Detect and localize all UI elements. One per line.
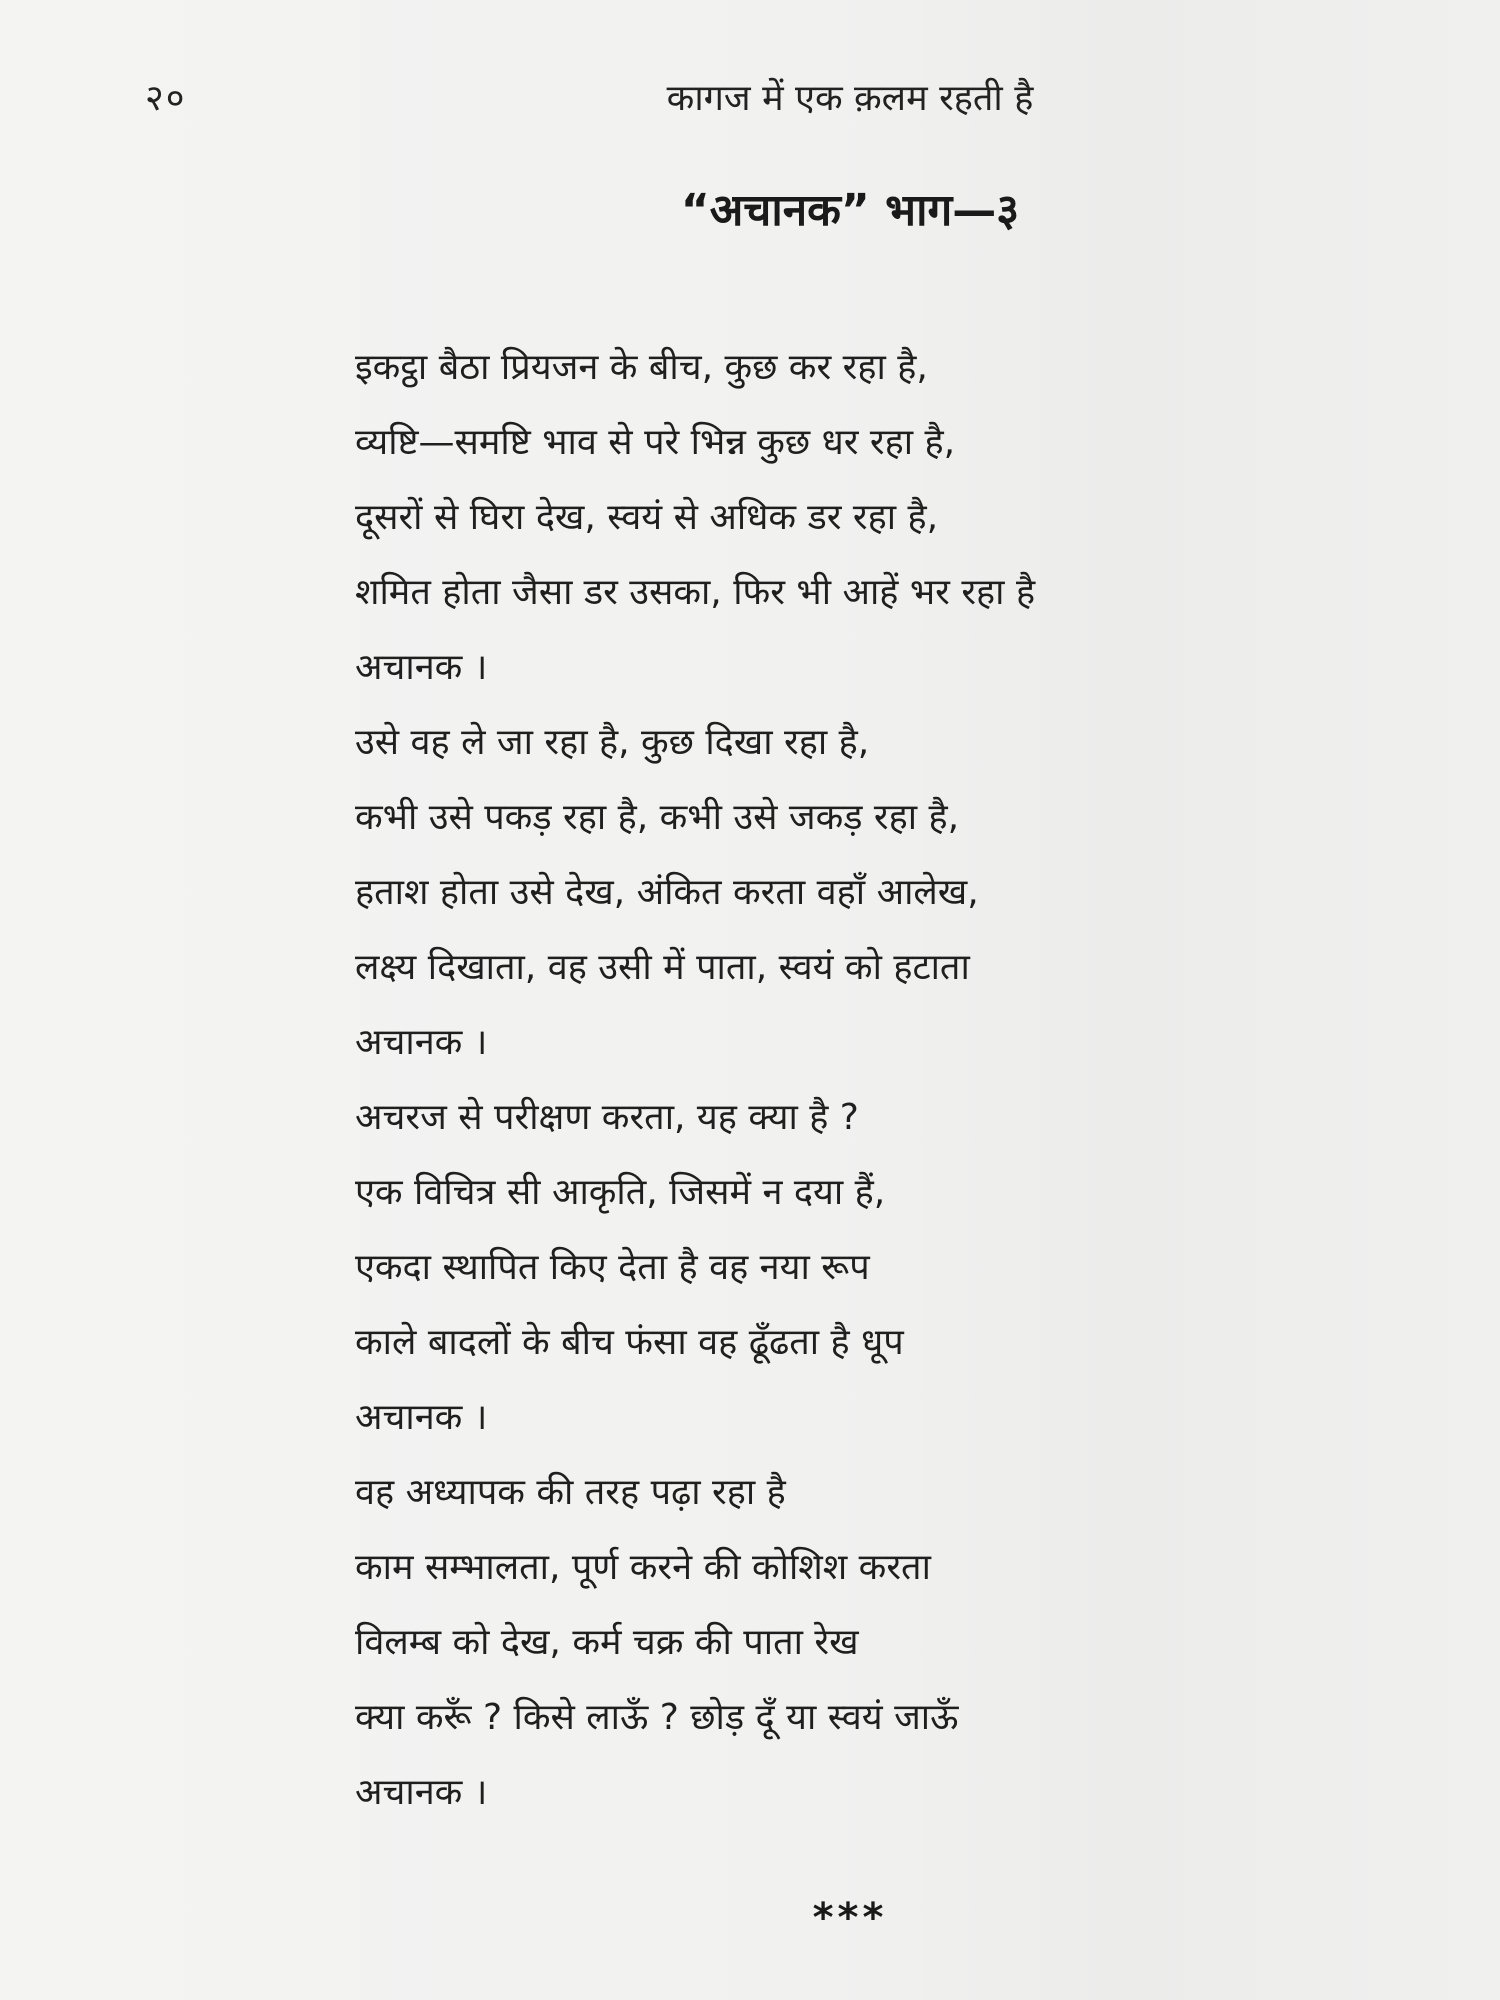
poem-body xyxy=(355,330,1355,1830)
poem-refrain: अचानक । xyxy=(355,1022,488,1063)
poem-title: “अचानक” भाग—३ xyxy=(680,185,1020,236)
poem-line: क्या करूँ ? किसे लाऊँ ? छोड़ दूँ या स्वयं जाऊँ xyxy=(355,1697,959,1738)
poem-line: लक्ष्य दिखाता, वह उसी में पाता, स्वयं को हटाता xyxy=(355,947,970,988)
poem-line: विलम्ब को देख, कर्म चक्र की पाता रेख xyxy=(355,1622,859,1663)
poem-line: काम सम्भालता, पूर्ण करने की कोशिश करता xyxy=(355,1547,931,1588)
poem-refrain: अचानक । xyxy=(355,1772,488,1813)
poem-refrain: अचानक । xyxy=(355,647,488,688)
poem-refrain: अचानक । xyxy=(355,1397,488,1438)
running-title: कागज में एक क़लम रहती है xyxy=(666,78,1034,119)
poem-line: एक विचित्र सी आकृति, जिसमें न दया हैं, xyxy=(355,1172,886,1213)
poem-line: इकट्ठा बैठा प्रियजन के बीच, कुछ कर रहा है, xyxy=(355,347,928,388)
poem-line: उसे वह ले जा रहा है, कुछ दिखा रहा है, xyxy=(355,722,870,763)
poem-line: हताश होता उसे देख, अंकित करता वहाँ आलेख, xyxy=(355,872,979,913)
poem-line: वह अध्यापक की तरह पढ़ा रहा है xyxy=(355,1472,786,1513)
poem-line: काले बादलों के बीच फंसा वह ढूँढता है धूप xyxy=(355,1322,904,1363)
end-ornament: *** xyxy=(812,1895,888,1941)
page-number: २० xyxy=(145,78,187,119)
poem-line: शमित होता जैसा डर उसका, फिर भी आहें भर रहा है xyxy=(355,572,1036,613)
poem-line: दूसरों से घिरा देख, स्वयं से अधिक डर रहा है, xyxy=(355,497,939,538)
poem-line: व्यष्टि—समष्टि भाव से परे भिन्न कुछ धर रहा है, xyxy=(355,422,956,463)
poem-line: अचरज से परीक्षण करता, यह क्या है ? xyxy=(355,1097,859,1138)
poem-line: कभी उसे पकड़ रहा है, कभी उसे जकड़ रहा है, xyxy=(355,797,960,838)
poem-line: एकदा स्थापित किए देता है वह नया रूप xyxy=(355,1247,870,1288)
